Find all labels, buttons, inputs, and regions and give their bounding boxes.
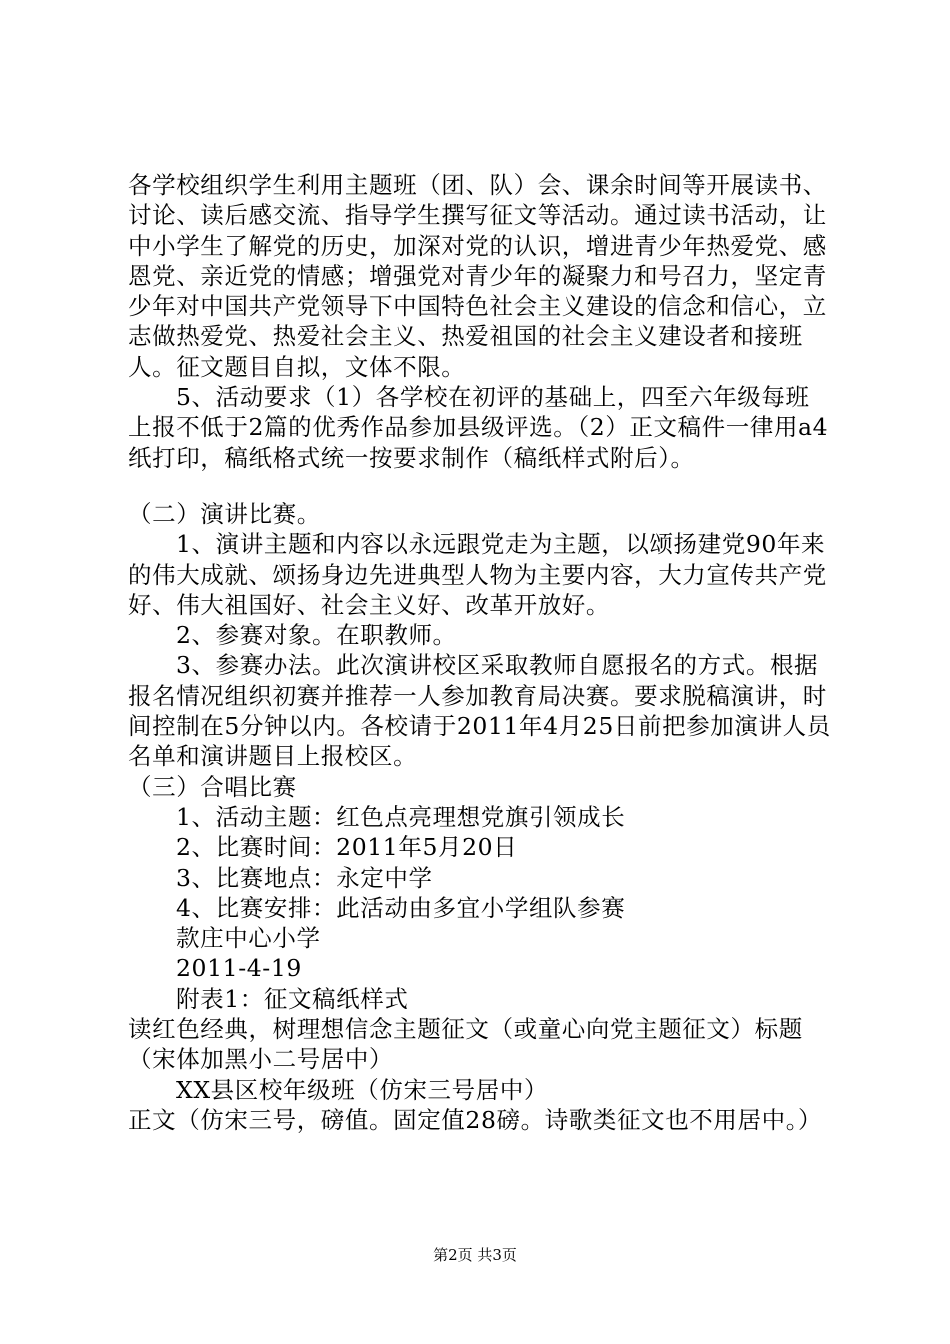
paragraph-chorus-venue: 3、比赛地点：永定中学 [176, 863, 433, 892]
paragraph-chorus-theme: 1、活动主题：红色点亮理想党旗引领成长 [176, 802, 626, 831]
appendix-class-line-format: XX县区校年级班（仿宋三号居中） [176, 1075, 549, 1104]
page-footer: 第2页 共3页 [433, 1246, 517, 1264]
paragraph-speech-theme: 1、演讲主题和内容以永远跟党走为主题，以颂扬建党90年来的伟大成就、颂扬身边先进典型人物为主要内容，大力宣传共产党好、伟大祖国好、社会主义好、改革开放好。 [128, 530, 827, 619]
document-body [128, 170, 832, 1135]
appendix-body-format: 正文（仿宋三号，磅值。固定值28磅。诗歌类征文也不用居中。） [128, 1105, 823, 1134]
paragraph-activity-requirements: 5、活动要求（1）各学校在初评的基础上，四至六年级每班上报不低于2篇的优秀作品参加县级评选。（2）正文稿件一律用a4纸打印，稿纸格式统一按要求制作（稿纸样式附后）。 [128, 383, 829, 472]
appendix-title: 附表1：征文稿纸样式 [176, 984, 409, 1013]
paragraph-chorus-arrangement: 4、比赛安排：此活动由多宜小学组队参赛 [176, 893, 626, 922]
spacer [128, 473, 832, 499]
section-heading-speech-contest: （二）演讲比赛。 [128, 499, 321, 528]
paragraph-participants: 2、参赛对象。在职教师。 [176, 621, 457, 650]
signature-date: 2011-4-19 [176, 954, 302, 983]
section-heading-chorus-contest: （三）合唱比赛 [128, 772, 297, 801]
paragraph-reading-activities: 各学校组织学生利用主题班（团、队）会、课余时间等开展读书、讨论、读后感交流、指导学生撰写征文等活动。通过读书活动，让中小学生了解党的历史，加深对党的认识，增进青少年热爱党、感恩党、亲近党的情感；增强党对青少年的凝聚力和号召力，坚定青少年对中国共产党领导下中国特色社会主义建设的信念和信心，立志做热爱党、热爱社会主义、热爱祖国的社会主义建设者和接班人。征文题目自拟，文体不限。 [128, 171, 827, 381]
paragraph-chorus-time: 2、比赛时间：2011年5月20日 [176, 833, 518, 862]
paragraph-contest-method: 3、参赛办法。此次演讲校区采取教师自愿报名的方式。根据报名情况组织初赛并推荐一人参加教育局决赛。要求脱稿演讲，时间控制在5分钟以内。各校请于2011年4月25日前把参加演讲人员名单和演讲题目上报校区。 [128, 651, 831, 771]
signature-school: 款庄中心小学 [176, 924, 321, 953]
appendix-essay-title-format: 读红色经典，树理想信念主题征文（或童心向党主题征文）标题（宋体加黑小二号居中） [128, 1015, 803, 1074]
